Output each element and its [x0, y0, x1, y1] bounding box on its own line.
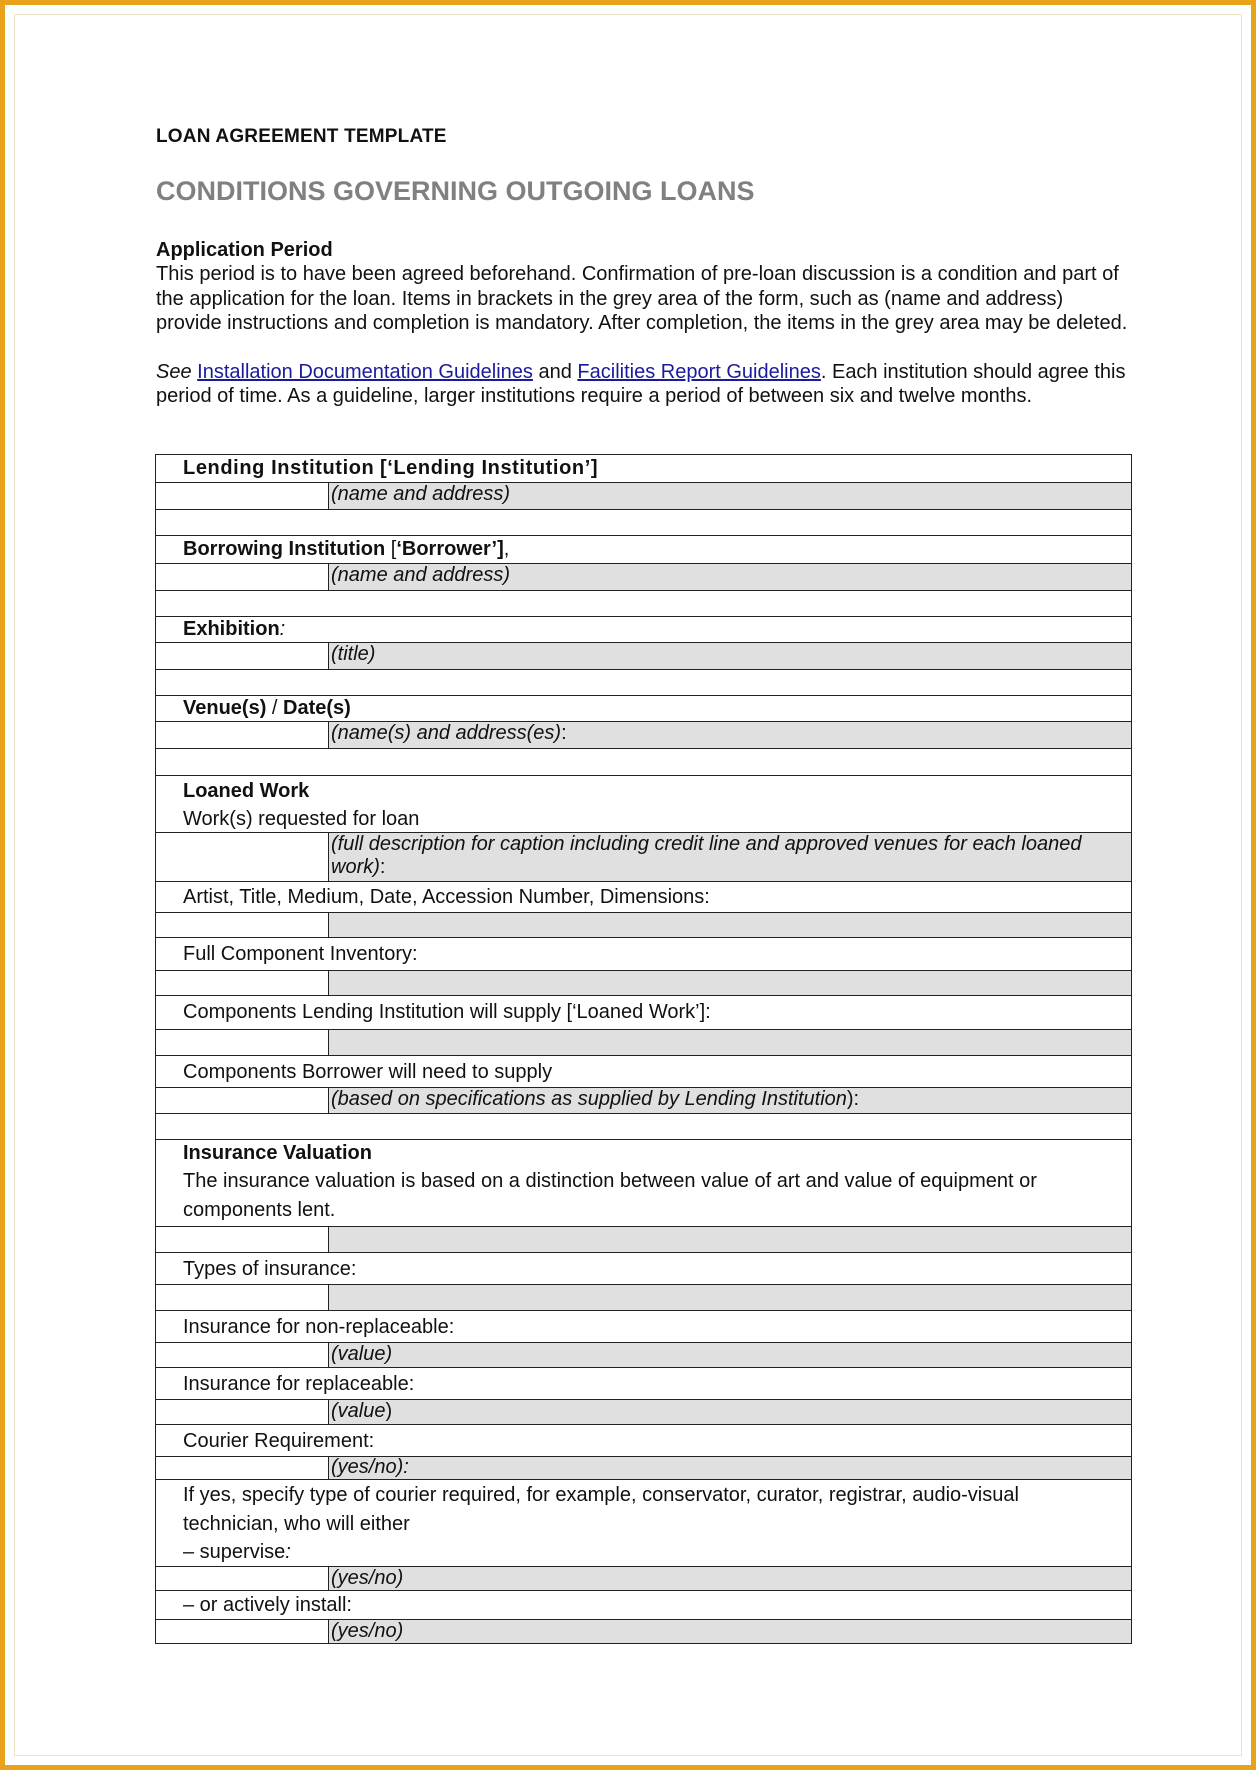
field-spacer: [156, 1030, 329, 1056]
lending-institution-field-row: [156, 483, 1132, 510]
replaceable-field-row: [156, 1400, 1132, 1425]
document-title: CONDITIONS GOVERNING OUTGOING LOANS: [156, 176, 755, 206]
inventory-row: [156, 938, 1132, 971]
spacer-row: [156, 591, 1132, 617]
courier-label: Courier Requirement:: [183, 1430, 375, 1452]
inventory-field[interactable]: [329, 971, 1132, 996]
components-lending-label: Components Lending Institution will supply [‘Loaned Work’]:: [183, 1001, 711, 1023]
borrowing-institution-field-row: [156, 564, 1132, 591]
artist-details-row: [156, 882, 1132, 913]
venue-label: Venue(s) / Date(s): [183, 697, 351, 719]
nonreplaceable-field-row: [156, 1343, 1132, 1368]
insurance-valuation-field[interactable]: [329, 1227, 1132, 1253]
and-word: and: [538, 360, 572, 383]
loan-form-table: [155, 454, 1132, 1644]
document-label: LOAN AGREEMENT TEMPLATE: [156, 126, 447, 147]
inventory-label: Full Component Inventory:: [183, 943, 418, 965]
field-spacer: [156, 483, 329, 510]
guidelines-text: . Each institution should agree this period of time. As a guideline, larger institutions require a period of between six and twelve months.: [156, 360, 1126, 407]
field-spacer: [156, 1285, 329, 1311]
components-borrower-field[interactable]: [329, 1088, 1132, 1114]
replaceable-label: Insurance for replaceable:: [183, 1373, 415, 1395]
insurance-types-label: Types of insurance:: [183, 1258, 357, 1280]
courier-type-row: [156, 1480, 1132, 1567]
artist-details-field[interactable]: [329, 913, 1132, 938]
lending-institution-row: [156, 455, 1132, 483]
venue-field-row: [156, 722, 1132, 749]
components-lending-field[interactable]: [329, 1030, 1132, 1056]
loaned-work-field[interactable]: [329, 833, 1132, 882]
field-spacer: [156, 1227, 329, 1253]
spacer-row: [156, 670, 1132, 696]
components-borrower-row: [156, 1056, 1132, 1088]
spacer-row: [156, 749, 1132, 776]
components-lending-row: [156, 996, 1132, 1030]
borrowing-institution-hint: (name and address): [331, 564, 510, 586]
insurance-valuation-field-row: [156, 1227, 1132, 1253]
exhibition-hint: (title): [331, 643, 376, 665]
see-word: See: [156, 360, 192, 383]
supervise-label: – supervise:: [183, 1541, 291, 1563]
venue-row: [156, 696, 1132, 722]
field-spacer: [156, 913, 329, 938]
components-borrower-field-row: [156, 1088, 1132, 1114]
install-label: – or actively install:: [183, 1594, 352, 1616]
insurance-valuation-label: Insurance Valuation: [183, 1142, 372, 1164]
install-row: [156, 1591, 1132, 1620]
field-spacer: [156, 1400, 329, 1425]
supervise-field[interactable]: [329, 1567, 1132, 1591]
borrowing-institution-row: [156, 536, 1132, 564]
replaceable-field[interactable]: [329, 1400, 1132, 1425]
field-spacer: [156, 833, 329, 882]
field-spacer: [156, 1343, 329, 1368]
inventory-field-row: [156, 971, 1132, 996]
components-borrower-hint: (based on specifications as supplied by Lending Institution):: [331, 1088, 860, 1110]
loaned-work-field-row: [156, 833, 1132, 882]
insurance-valuation-row: [156, 1140, 1132, 1227]
field-spacer: [156, 1088, 329, 1114]
field-spacer: [156, 971, 329, 996]
loaned-work-sublabel: Work(s) requested for loan: [183, 808, 420, 830]
application-period-text: This period is to have been agreed beforehand. Confirmation of pre-loan discussion is a condition and part of the application for the loan. Items in brackets in the grey area of the form, such as (name and address) provide instructions and completion is mandatory. After completion, the items in the grey area may be deleted.: [156, 263, 1128, 334]
nonreplaceable-hint: (value): [331, 1343, 393, 1365]
loaned-work-hint: (full description for caption including credit line and approved venues for each loaned work):: [331, 833, 1082, 878]
insurance-types-row: [156, 1253, 1132, 1285]
venue-field[interactable]: [329, 722, 1132, 749]
exhibition-label: Exhibition:: [183, 618, 286, 640]
facilities-report-link[interactable]: Facilities Report Guidelines: [577, 360, 821, 383]
install-hint: (yes/no): [331, 1620, 404, 1642]
supervise-hint: (yes/no): [331, 1567, 404, 1589]
insurance-types-field-row: [156, 1285, 1132, 1311]
courier-field[interactable]: [329, 1457, 1132, 1480]
document-body: [156, 124, 1132, 409]
field-spacer: [156, 1620, 329, 1644]
insurance-types-field[interactable]: [329, 1285, 1132, 1311]
replaceable-hint: (value): [331, 1400, 393, 1422]
field-spacer: [156, 1457, 329, 1480]
install-field[interactable]: [329, 1620, 1132, 1644]
courier-field-row: [156, 1457, 1132, 1480]
components-lending-field-row: [156, 1030, 1132, 1056]
artist-details-label: Artist, Title, Medium, Date, Accession Number, Dimensions:: [183, 886, 710, 908]
courier-hint: (yes/no):: [331, 1456, 409, 1478]
field-spacer: [156, 1567, 329, 1591]
spacer-row: [156, 510, 1132, 536]
guidelines-paragraph: [156, 360, 1132, 409]
nonreplaceable-label: Insurance for non-replaceable:: [183, 1316, 455, 1338]
components-borrower-label: Components Borrower will need to supply: [183, 1061, 553, 1083]
field-spacer: [156, 564, 329, 591]
lending-institution-hint: (name and address): [331, 483, 510, 505]
field-spacer: [156, 643, 329, 670]
exhibition-row: [156, 617, 1132, 643]
loaned-work-label: Loaned Work: [183, 780, 310, 802]
installation-guidelines-link[interactable]: Installation Documentation Guidelines: [197, 360, 533, 383]
exhibition-field[interactable]: [329, 643, 1132, 670]
courier-type-text: If yes, specify type of courier required, for example, conservator, curator, registrar, audio-visual technician, who will either: [183, 1484, 1019, 1535]
exhibition-field-row: [156, 643, 1132, 670]
nonreplaceable-row: [156, 1311, 1132, 1343]
venue-hint: (name(s) and address(es):: [331, 722, 567, 744]
borrowing-institution-field[interactable]: [329, 564, 1132, 591]
supervise-field-row: [156, 1567, 1132, 1591]
lending-institution-field[interactable]: [329, 483, 1132, 510]
artist-details-field-row: [156, 913, 1132, 938]
loaned-work-row: [156, 776, 1132, 833]
nonreplaceable-field[interactable]: [329, 1343, 1132, 1368]
application-period-heading: Application Period: [156, 239, 333, 261]
borrowing-institution-label: Borrowing Institution [‘Borrower’],: [183, 538, 510, 560]
spacer-row: [156, 1114, 1132, 1140]
insurance-valuation-text: The insurance valuation is based on a distinction between value of art and value of equipment or components lent.: [183, 1170, 1037, 1221]
field-spacer: [156, 722, 329, 749]
lending-institution-label: Lending Institution [‘Lending Institution’]: [183, 457, 599, 479]
install-field-row: [156, 1620, 1132, 1644]
replaceable-row: [156, 1368, 1132, 1400]
courier-row: [156, 1425, 1132, 1457]
